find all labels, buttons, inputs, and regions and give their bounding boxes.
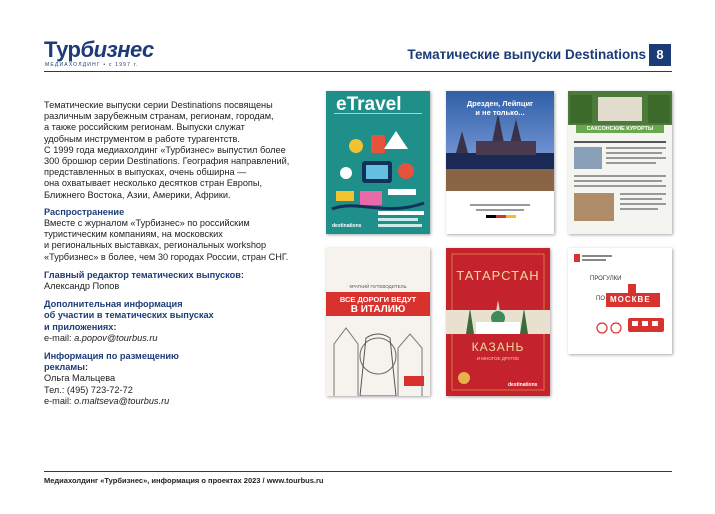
- cover-moscow: [568, 248, 672, 354]
- ads-contact-name: Ольга Мальцева: [44, 373, 116, 384]
- moscow-title-line2: ПО: [596, 296, 605, 302]
- saxony-title: САКСОНСКИЕ КУРОРТЫ: [586, 126, 654, 132]
- tatarstan-subtitle: КАЗАНЬ: [471, 340, 525, 354]
- moscow-title-word: МОСКВЕ: [610, 295, 651, 304]
- logo-prefix: Тур: [44, 37, 81, 62]
- header-divider: [44, 71, 672, 72]
- distribution-block: [44, 207, 314, 263]
- page-number-badge: 8: [649, 44, 671, 66]
- dresden-title: Дрезден, Лейпциг и не только...: [466, 99, 534, 117]
- footer-divider: [44, 471, 672, 472]
- info-block: [44, 299, 314, 344]
- info-email-line: [44, 333, 314, 344]
- ads-heading: Информация по размещению рекламы:: [44, 351, 179, 373]
- intro-paragraph: Тематические выпуски серии Destinations посвящены различным зарубежным странам, регионам, городам, а также российским регионам. Выпуски служат удобным инструментом в работе турагентств. С 1999 года медиахолдинг «Турбизнес» выпустил более 300 брошюр серии Destinations. География направлений, представленных в выпусках, очень обширна — она охватывает несколько десятков стран Европы, Ближнего Востока, Азии, Америки, Африки.: [44, 100, 290, 200]
- tatarstan-brand: destinations: [508, 382, 538, 388]
- editor-heading: Главный редактор тематических выпусков:: [44, 269, 244, 280]
- footer-text: Медиахолдинг «Турбизнес», информация о проектах 2023 / www.tourbus.ru: [44, 476, 324, 485]
- logo-tagline: МЕДИАХОЛДИНГ • с 1997 г.: [45, 62, 139, 68]
- cover-saxony: [568, 91, 672, 234]
- saxony-illustration: [568, 91, 672, 234]
- etravel-title: eTravel: [336, 94, 402, 115]
- cover-dresden: [446, 91, 554, 234]
- italy-title-line1: ВСЕ ДОРОГИ ВЕДУТ: [339, 295, 417, 304]
- logo-suffix: бизнес: [80, 37, 154, 62]
- distribution-text: Вместе с журналом «Турбизнес» по российским туристическим компаниям, на московских и региональных выставках, региональных workshop «Турбизнес» в более, чем 30 городах России, стран СНГ.: [44, 218, 289, 262]
- info-email-link[interactable]: a.popov@tourbus.ru: [74, 332, 158, 343]
- ads-block: [44, 351, 314, 407]
- info-heading: Дополнительная информация об участии в тематических выпусках и приложениях:: [44, 299, 214, 332]
- cover-etravel: [326, 91, 430, 234]
- moscow-title-line1: ПРОГУЛКИ: [590, 276, 622, 282]
- editor-block: [44, 270, 314, 292]
- distribution-heading: Распространение: [44, 206, 125, 217]
- ads-email-line: [44, 396, 314, 407]
- etravel-brand: destinations: [332, 223, 362, 229]
- tatarstan-title: ТАТАРСТАН: [456, 268, 540, 283]
- italy-illustration: [326, 248, 430, 396]
- italy-subtitle: КРАТКИЙ ПУТЕВОДИТЕЛЬ: [349, 284, 407, 289]
- ads-email-link[interactable]: o.maltseva@tourbus.ru: [74, 395, 170, 406]
- text-column: [44, 100, 314, 414]
- turbiznes-logo: [44, 38, 164, 72]
- logo-wordmark: [44, 38, 154, 62]
- info-email-label: e-mail:: [44, 332, 75, 343]
- ads-email-label: e-mail:: [44, 395, 75, 406]
- section-title: Тематические выпуски Destinations: [407, 47, 646, 62]
- cover-italy: [326, 248, 430, 396]
- cover-tatarstan: [446, 248, 550, 396]
- editor-name: Александр Попов: [44, 281, 120, 292]
- tatarstan-tagline: И МНОГОЕ ДРУГОЕ: [476, 356, 520, 361]
- italy-title-line2: В ИТАЛИЮ: [350, 304, 406, 315]
- ads-phone: Тел.: (495) 723-72-72: [44, 384, 133, 395]
